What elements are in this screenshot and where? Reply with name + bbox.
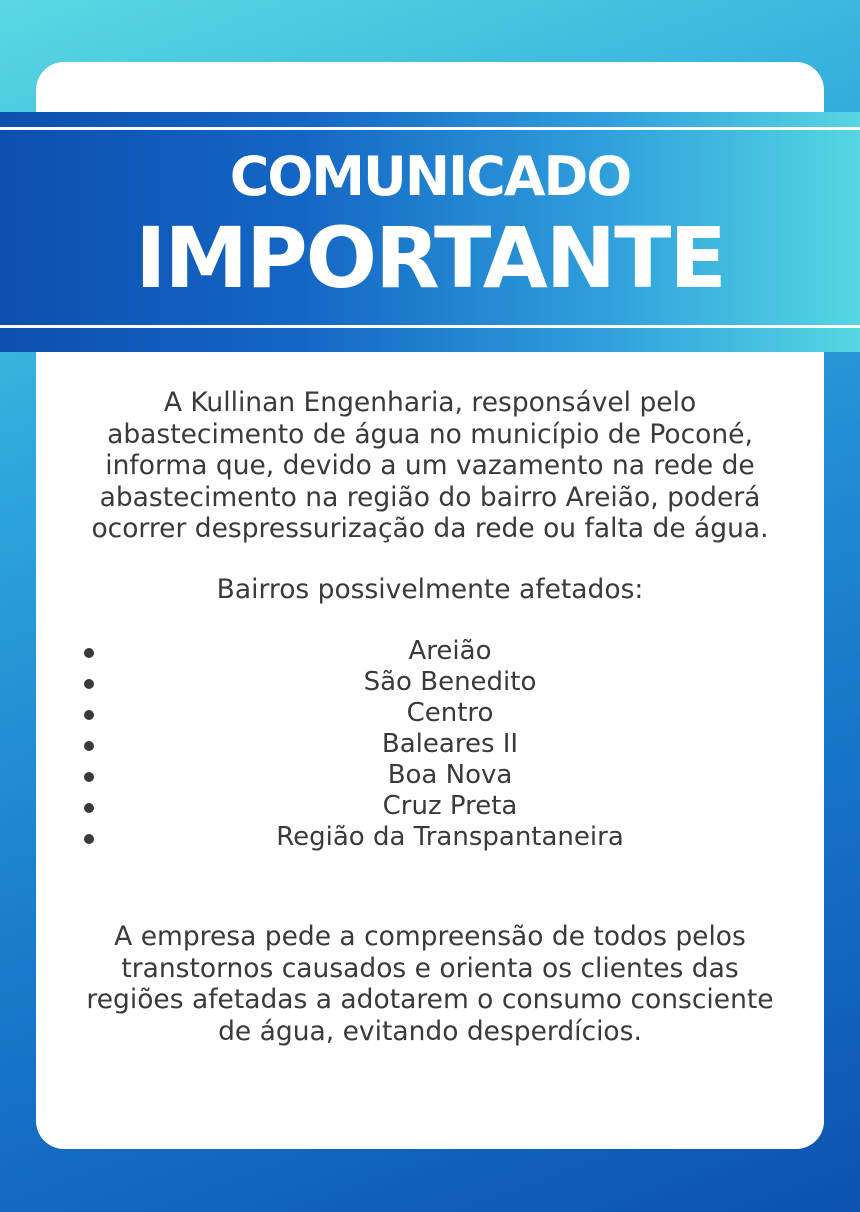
neighborhoods-heading: Bairros possivelmente afetados: xyxy=(216,574,644,605)
list-item: Centro xyxy=(70,698,830,729)
closing-line: de água, evitando desperdícios. xyxy=(218,1015,642,1047)
title-line-2: IMPORTANTE xyxy=(135,209,725,307)
title-line-1: COMUNICADO xyxy=(229,145,631,208)
bullet-icon xyxy=(84,679,94,689)
intro-line: abastecimento de água no município de Poconé, xyxy=(107,418,753,450)
closing-line: regiões afetadas a adotarem o consumo consciente xyxy=(86,984,774,1015)
closing-line: A empresa pede a compreensão de todos pelos xyxy=(114,921,746,952)
list-item: São Benedito xyxy=(70,667,830,698)
list-item: Cruz Preta xyxy=(70,791,830,822)
banner-top-rule xyxy=(0,127,860,130)
intro-line: A Kullinan Engenharia, responsável pelo xyxy=(163,387,697,418)
bullet-icon xyxy=(84,741,94,751)
intro-line: abastecimento na região do bairro Areião, poderá xyxy=(99,481,761,513)
intro-line: informa que, devido a um vazamento na rede de xyxy=(105,450,755,481)
closing-paragraph xyxy=(50,921,810,1047)
list-item: Boa Nova xyxy=(70,760,830,791)
bullet-icon xyxy=(84,772,94,782)
list-item: Região da Transpantaneira xyxy=(70,822,830,853)
list-item: Baleares II xyxy=(70,729,830,760)
intro-line: ocorrer despressurização da rede ou falta de água. xyxy=(91,513,769,544)
bullet-icon xyxy=(84,803,94,813)
intro-paragraph xyxy=(50,387,810,545)
bullet-icon xyxy=(84,710,94,720)
closing-line: transtornos causados e orienta os clientes das xyxy=(121,952,739,984)
title-banner xyxy=(0,112,860,352)
bullet-icon xyxy=(84,648,94,658)
bullet-icon xyxy=(84,834,94,844)
list-item: Areião xyxy=(70,636,830,667)
neighborhoods-list xyxy=(70,636,830,853)
banner-bottom-rule xyxy=(0,325,860,328)
